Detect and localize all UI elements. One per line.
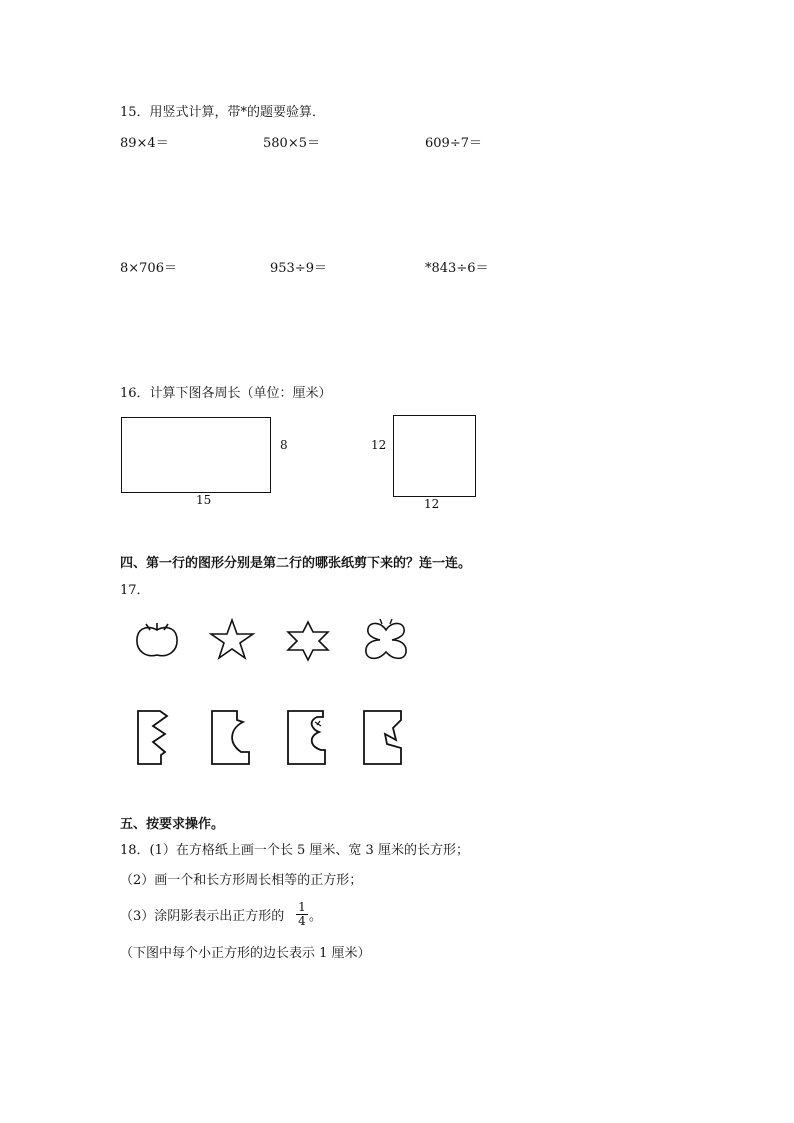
q15-title: 15．用竖式计算，带*的题要验算．	[120, 105, 326, 120]
q18-fraction	[296, 901, 308, 928]
square-figure	[393, 415, 476, 497]
square-bottom-label: 12	[424, 497, 440, 511]
square-left-label: 12	[371, 438, 387, 452]
problem-5: 953÷9＝	[270, 261, 327, 276]
problem-1: 89×4＝	[120, 136, 169, 151]
paper-cut-star-half	[363, 710, 403, 766]
star-icon	[207, 618, 257, 662]
rect-height-label: 8	[280, 438, 288, 452]
six-point-star-icon	[285, 620, 331, 662]
rect-width-label: 15	[196, 493, 212, 507]
fraction-denominator: 4	[296, 914, 308, 928]
q16-title: 16．计算下图各周长（单位：厘米）	[120, 386, 332, 401]
problem-4: 8×706＝	[120, 261, 177, 276]
q18-line2: （2）画一个和长方形周长相等的正方形；	[120, 873, 363, 888]
butterfly-icon	[362, 618, 410, 664]
problem-2: 580×5＝	[263, 136, 320, 151]
q17-number: 17．	[120, 583, 150, 598]
paper-cut-crescent	[211, 710, 251, 766]
q18-line3-prefix: （3）涂阴影表示出正方形的	[120, 909, 285, 924]
q18-line1: 18．(1）在方格纸上画一个长 5 厘米、宽 3 厘米的长方形；	[120, 843, 469, 858]
fraction-numerator: 1	[298, 900, 306, 914]
paper-cut-wave	[287, 710, 327, 766]
section5-heading: 五、按要求操作。	[120, 817, 225, 832]
rectangle-figure	[121, 417, 271, 493]
problem-6: *843÷6＝	[425, 261, 489, 276]
q18-note: （下图中每个小正方形的边长表示 1 厘米）	[120, 946, 371, 961]
q18-line3-suffix: 。	[309, 909, 323, 924]
apple-icon	[132, 620, 182, 660]
section4-heading: 四、第一行的图形分别是第二行的哪张纸剪下来的？连一连。	[120, 556, 472, 571]
paper-cut-zigzag	[137, 710, 177, 766]
problem-3: 609÷7＝	[425, 136, 482, 151]
